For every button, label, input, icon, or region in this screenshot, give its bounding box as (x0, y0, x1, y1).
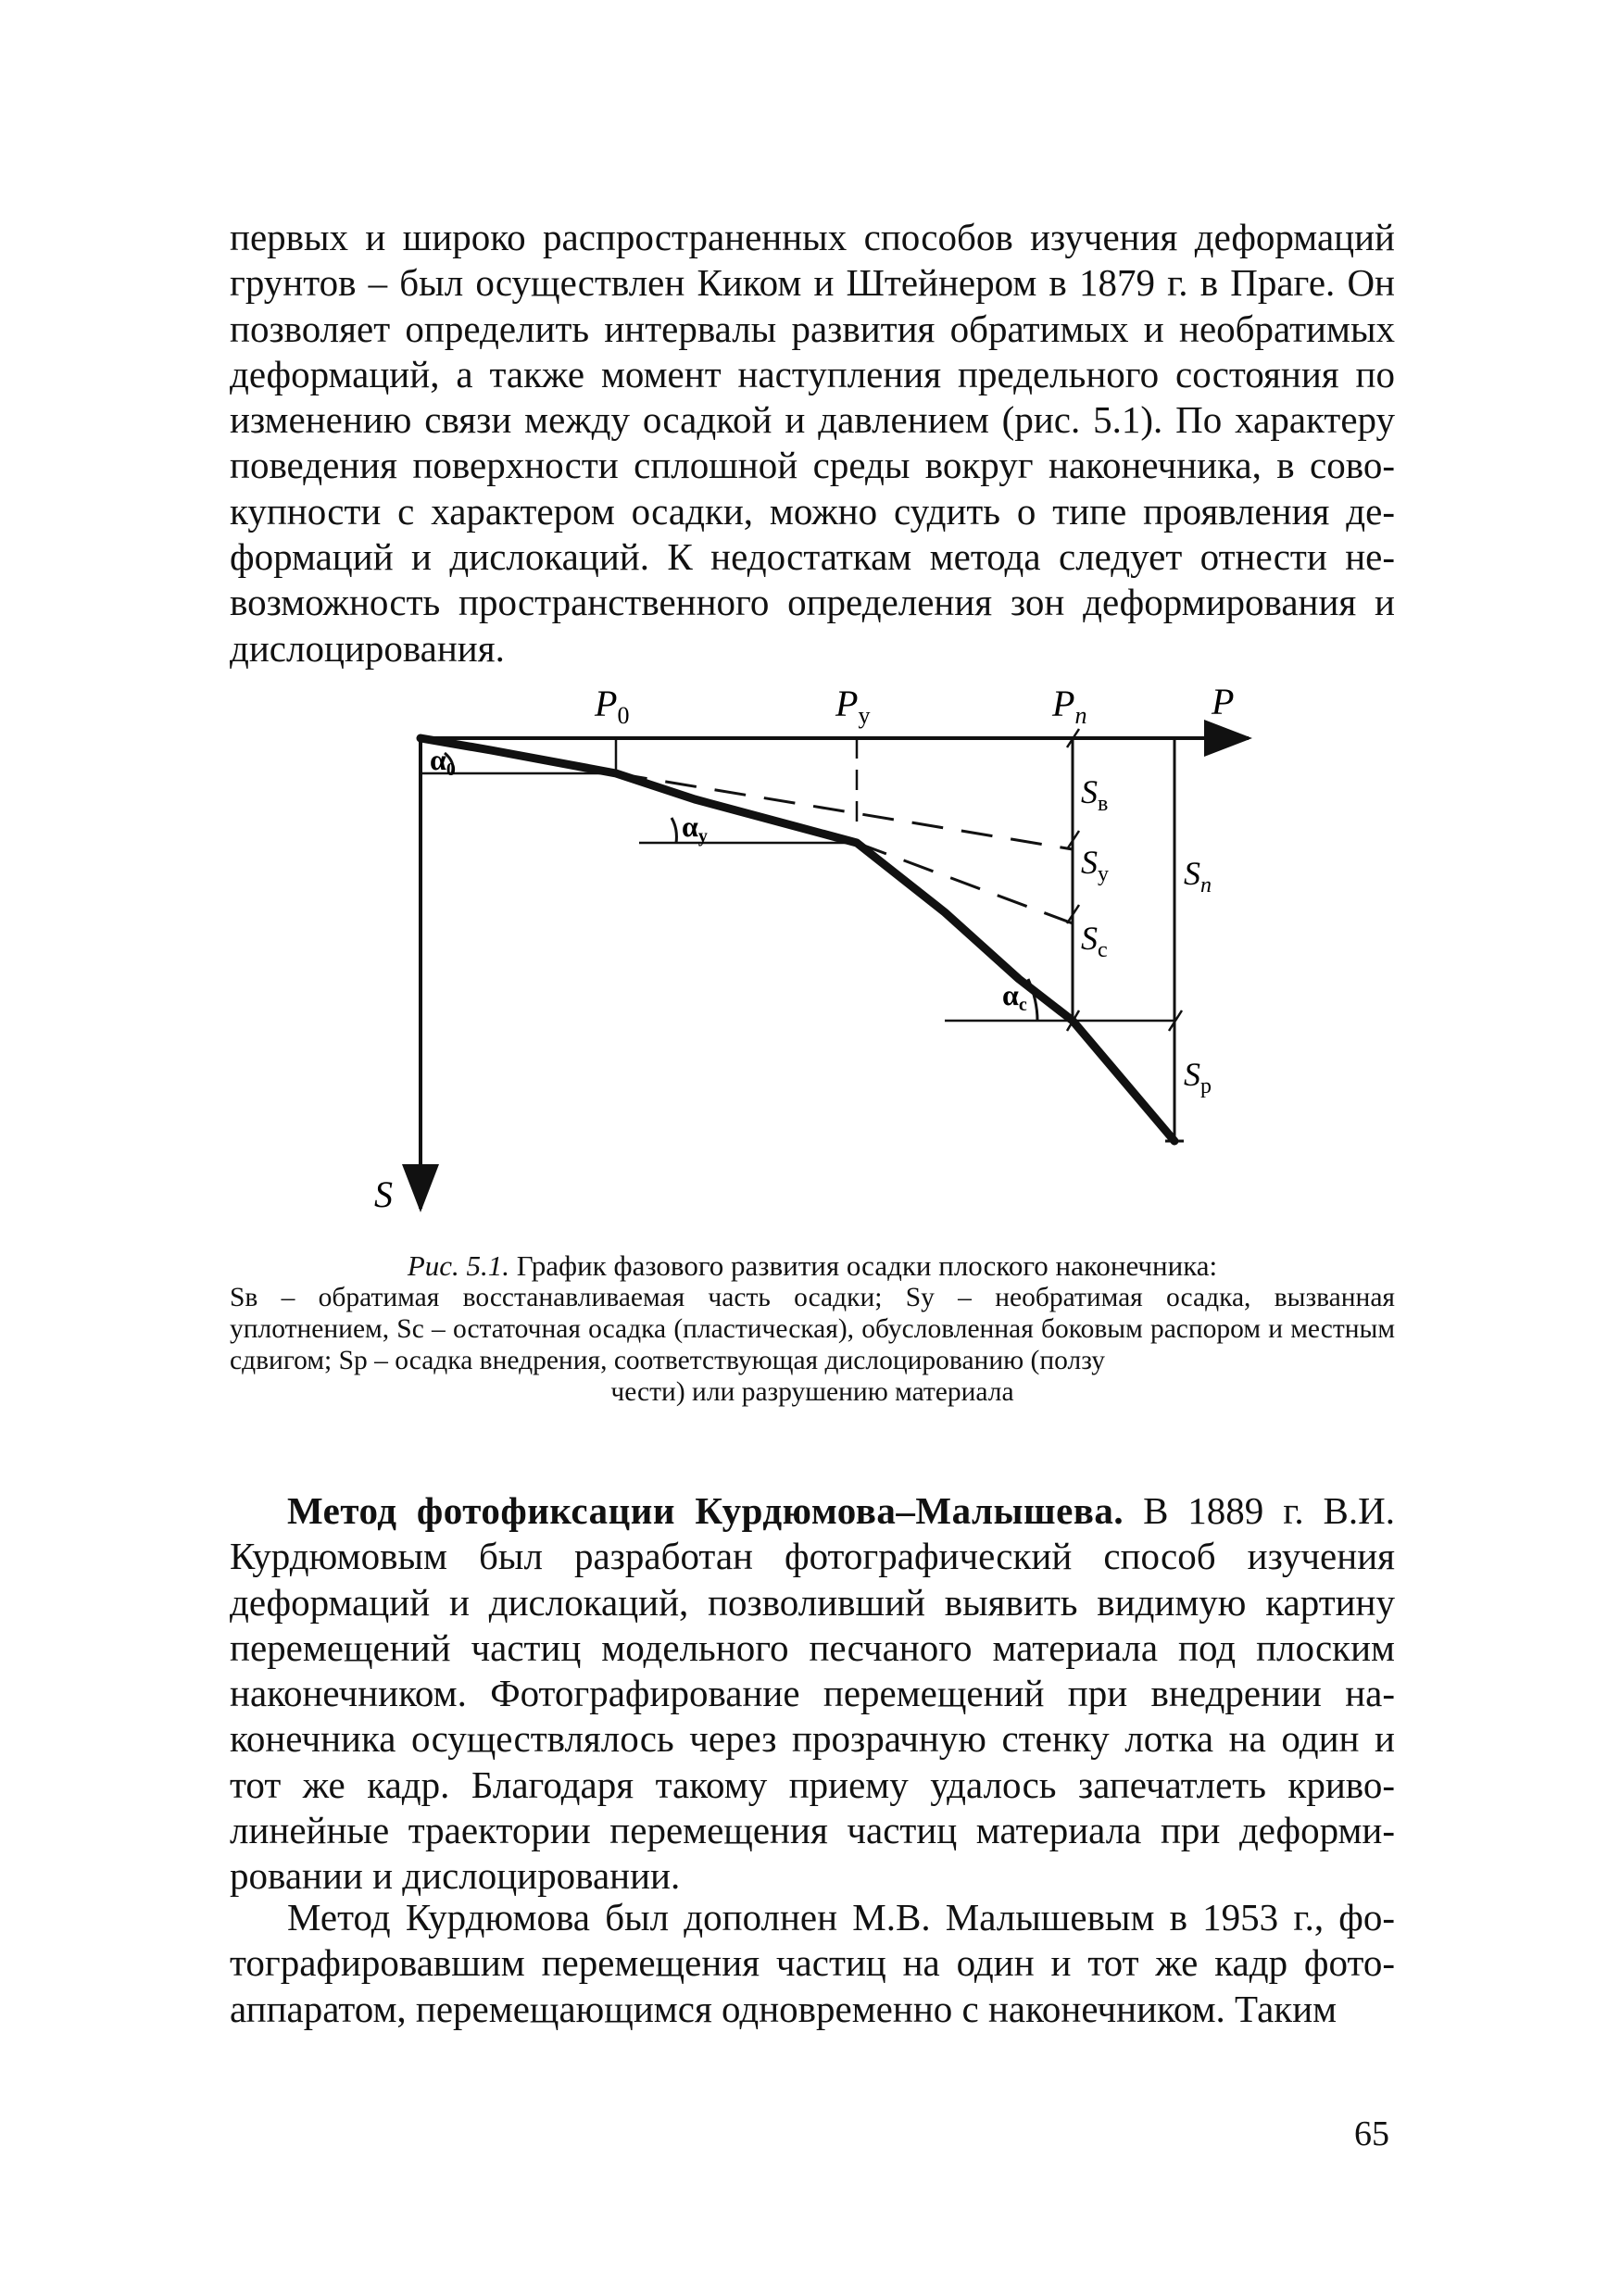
s-axis-label: S (374, 1173, 393, 1215)
sn-label: $S_п$ (1184, 855, 1212, 897)
compaction-extension-dashed (857, 843, 1073, 923)
caption-body: Sв – обратимая восстанавливаемая часть осадки; Sу – необратимая осадка, вызванная уплотнением, Sс – остаточная осадка (пластическая), обусловленная боковым распором и местным сдвигом; Sр – осадка внедрения, соответствующая дислоцированию (ползу (230, 1283, 1395, 1375)
alphay-label: αу (682, 809, 708, 847)
settlement-pressure-diagram (352, 681, 1278, 1218)
page-number: 65 (1354, 2114, 1389, 2153)
pn-label: $P_п$ (1052, 683, 1087, 729)
settlement-curve (421, 738, 1174, 1141)
figure-caption (230, 1250, 1395, 1408)
caption-title-line (230, 1250, 1395, 1282)
alphay-arc (672, 818, 676, 843)
sy-label: $S_у$ (1081, 844, 1109, 886)
paragraph-malyshev: Метод Курдюмова был дополнен М.В. Малышевым в 1953 г., фотографировавшим перемещения частиц на один и тот же кадр фотоаппаратом, перемещающимся одновременно с наконечником. Таким (230, 1896, 1395, 2030)
sc-label: $S_с$ (1081, 920, 1108, 962)
caption-last-line: чести) или разрушению материала (610, 1377, 1014, 1407)
paragraph-kurdyumov-text: В 1889 г. В.И. Курдюмовым был разработан фотографический способ изучения деформаций и дислокаций, позволивший выявить видимую картину перемещений частиц модельного песчаного материала под плоским наконечником. Фотографирование перемещений при внедрении наконечника осуществлялось через прозрачную стенку лотка на один и тот же кадр. Благодаря такому приему удалось запечатлеть криволинейные траектории перемещения частиц материала при деформировании и дислоцировании. (230, 1489, 1395, 1898)
py-label: $P_у$ (835, 683, 871, 729)
alphac-label: αс (1002, 978, 1027, 1015)
paragraph-intro: первых и широко распространенных способов изучения деформаций грунтов – был осуществлен Киком и Штейнером в 1879 г. в Праге. Он позволяет определить интервалы развития обратимых и необратимых деформаций, а также момент наступления предельного состояния по изменению связи между осадкой и давлением (рис. 5.1). По характеру поведения поверхности сплошной среды вокруг наконечника, в совокупности с характером осадки, можно судить о типе проявления деформаций и дислокаций. К недостаткам метода следует отнести невозможность пространственного определения зон деформирования и дислоцирования. (230, 216, 1395, 670)
alpha0-label: α0 (430, 743, 456, 780)
section-title-photofixation: Метод фотофиксации Курдюмова–Малышева. (287, 1489, 1124, 1532)
caption-label: Рис. 5.1. (407, 1249, 510, 1282)
caption-title: График фазового развития осадки плоского наконечника: (509, 1249, 1218, 1282)
p0-label: $P_0$ (595, 683, 630, 729)
sp-label: $S_р$ (1184, 1056, 1212, 1098)
sv-label: $S_в$ (1081, 773, 1109, 816)
paragraph-kurdyumov-method (230, 1488, 1395, 1900)
p-axis-label: P (1212, 681, 1235, 722)
